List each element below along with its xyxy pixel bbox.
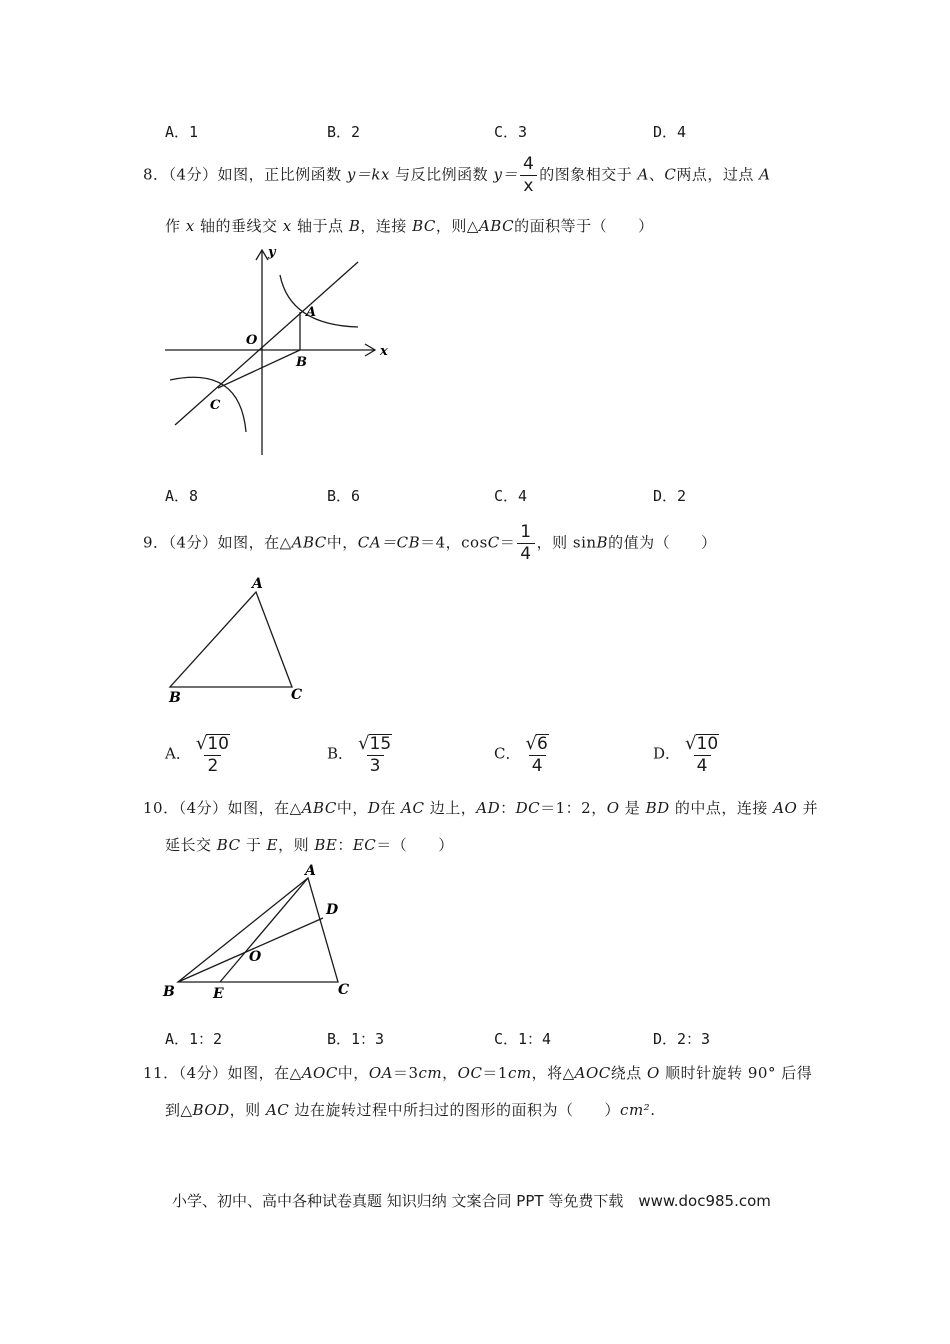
q10-fig-label-c: C — [338, 982, 350, 998]
q9-option-letter: B． — [327, 744, 354, 763]
q8-number: 8． — [143, 165, 169, 184]
q8-text: 轴于点 — [291, 217, 349, 235]
q11-text: ，则 — [229, 1101, 266, 1119]
q8-point: C — [664, 165, 677, 184]
q10-option-d: D．2：3 — [653, 1030, 711, 1048]
q10-point: E — [266, 836, 279, 854]
q8-point: A — [759, 165, 771, 184]
q8-fig-label-y: y — [268, 245, 276, 260]
q9-option-a — [165, 734, 235, 775]
q11-text: 中， — [337, 1064, 369, 1082]
q11-line-2 — [165, 1099, 655, 1120]
q9-option-b — [327, 734, 397, 775]
q7-option-d: D．4 — [653, 123, 687, 141]
q10-figure — [160, 858, 360, 1008]
q8-text: 两点，过点 — [676, 165, 760, 184]
q8-option-c: C．4 — [494, 487, 528, 505]
q10-option-c: C．1：4 — [494, 1030, 552, 1048]
q10-option-b: B．1：3 — [327, 1030, 385, 1048]
q8-option-b: B．6 — [327, 487, 361, 505]
q10-text: ： — [500, 799, 516, 817]
q8-text: ，则△ — [435, 217, 479, 235]
q9-option-den: 4 — [529, 755, 546, 775]
q9-option-den: 4 — [694, 755, 711, 775]
q8-fig-label-x: x — [380, 344, 388, 359]
q10-text: 中， — [336, 799, 368, 817]
q8-fraction — [520, 156, 537, 195]
q10-line-2 — [165, 834, 454, 855]
q11-point: O — [647, 1064, 660, 1082]
q9-text: ＝ — [499, 533, 516, 552]
q11-segment: OC — [457, 1064, 483, 1082]
q9-fraction-num: 1 — [520, 522, 532, 542]
q9-text: 如图，在△ — [217, 533, 292, 552]
q9-option-letter: C． — [494, 744, 521, 763]
q10-segment: BE — [314, 836, 338, 854]
page-footer: 小学、初中、高中各种试卷真题 知识归纳 文案合同 PPT 等免费下载 www.doc985.com — [172, 1192, 771, 1210]
q10-line-1 — [143, 797, 818, 818]
q9-option-radicand: 10 — [696, 734, 719, 754]
q10-segment: BC — [216, 836, 241, 854]
q10-text: ＝1：2， — [540, 799, 607, 817]
q10-text: 边上， — [424, 799, 477, 817]
q8-line-2 — [165, 215, 654, 236]
q7-option-a: A．1 — [165, 123, 199, 141]
q9-option-radicand: 6 — [536, 734, 548, 754]
q9-text: 中， — [326, 533, 358, 552]
q8-fig-label-c: C — [210, 398, 221, 413]
q8-line-1 — [143, 156, 771, 195]
q9-var: C — [487, 533, 500, 552]
q8-var: x — [282, 217, 292, 235]
q10-segment: AO — [773, 799, 798, 817]
q9-option-fraction: √ 10 2 — [195, 733, 229, 776]
q9-option-letter: A． — [165, 744, 191, 763]
q9-fraction — [517, 524, 534, 563]
q8-text: 、 — [648, 165, 665, 184]
q10-segment: EC — [352, 836, 377, 854]
q8-triangle: ABC — [478, 217, 515, 235]
q8-option-d: D．2 — [653, 487, 687, 505]
q8-formula-y: y＝ — [493, 165, 518, 184]
q9-fig-label-b: B — [169, 690, 181, 706]
q9-number: 9． — [143, 533, 169, 552]
q8-fraction-den: x — [520, 175, 537, 195]
q11-line-1 — [143, 1062, 812, 1083]
q8-fraction-num: 4 — [522, 154, 535, 174]
q8-fig-label-a: A — [306, 305, 317, 320]
q10-text: ，则 — [278, 836, 315, 854]
q9-option-fraction: √ 10 4 — [685, 733, 719, 776]
q9-fig-label-c: C — [291, 687, 303, 703]
q11-text: ＝3 — [392, 1064, 419, 1082]
q9-fraction-den: 4 — [517, 543, 534, 563]
q9-option-den: 3 — [367, 755, 384, 775]
q11-triangle: AOC — [301, 1064, 338, 1082]
q11-segment: AC — [265, 1101, 290, 1119]
q7-option-c: C．3 — [494, 123, 528, 141]
q11-text: 边在旋转过程中所扫过的图形的面积为（ ） — [289, 1101, 621, 1119]
q9-text: ，则 sin — [536, 533, 597, 552]
q9-option-c — [494, 734, 554, 775]
q8-score: （4分） — [168, 165, 218, 184]
q11-text: ＝1 — [482, 1064, 508, 1082]
q10-text: ＝（ ） — [376, 836, 454, 854]
q8-point: A — [637, 165, 649, 184]
q8-var: x — [185, 217, 195, 235]
q11-text: 顺时针旋转 90° 后得 — [659, 1064, 813, 1082]
q11-triangle: BOD — [192, 1101, 230, 1119]
q10-number: 10． — [143, 799, 179, 817]
q11-text: 如图，在△ — [227, 1064, 302, 1082]
q9-equation: CA＝CB — [357, 533, 421, 552]
q10-segment: DC — [515, 799, 541, 817]
q11-unit: cm — [418, 1064, 443, 1082]
q8-segment: BC — [412, 217, 436, 235]
q9-option-fraction: √ 15 3 — [358, 733, 392, 776]
q11-text: ， — [442, 1064, 458, 1082]
q9-figure — [160, 570, 320, 710]
q11-text: 绕点 — [610, 1064, 648, 1082]
q8-fig-label-b: B — [296, 355, 307, 370]
q10-text: 是 — [619, 799, 646, 817]
q10-text: 在 — [380, 799, 402, 817]
q11-score: （4分） — [178, 1064, 228, 1082]
q8-figure — [160, 240, 400, 460]
q10-point: O — [606, 799, 620, 817]
q11-text: ，将△ — [531, 1064, 575, 1082]
q10-triangle: ABC — [301, 799, 337, 817]
q10-fig-label-o: O — [249, 949, 262, 965]
q9-score: （4分） — [168, 533, 218, 552]
q8-text: 的面积等于（ ） — [514, 217, 654, 235]
q8-text: 作 — [165, 217, 186, 235]
q8-formula-kx: y＝kx — [346, 165, 390, 184]
q9-triangle: ABC — [291, 533, 327, 552]
q10-text: 并 — [797, 799, 819, 817]
q10-fig-label-b: B — [163, 984, 175, 1000]
q8-text: 与反比例函数 — [389, 165, 494, 184]
q11-number: 11． — [143, 1064, 179, 1082]
q10-text: 延长交 — [165, 836, 217, 854]
q11-triangle: AOC — [574, 1064, 611, 1082]
q11-segment: OA — [368, 1064, 393, 1082]
q9-var: B — [596, 533, 609, 552]
q9-option-radicand: 15 — [369, 734, 392, 754]
q8-text: ，连接 — [360, 217, 413, 235]
q9-option-den: 2 — [204, 755, 221, 775]
q10-text: 于 — [240, 836, 267, 854]
q9-fig-label-a: A — [252, 576, 263, 592]
q11-text: 到△ — [165, 1101, 193, 1119]
q8-point: B — [348, 217, 361, 235]
q8-fig-label-o: O — [246, 333, 258, 348]
q10-fig-label-e: E — [213, 986, 224, 1002]
q11-text: . — [650, 1101, 656, 1119]
q8-text: 如图，正比例函数 — [217, 165, 347, 184]
q8-text: 的图象相交于 — [539, 165, 638, 184]
q10-segment: AC — [401, 799, 425, 817]
q11-unit: cm² — [620, 1101, 651, 1119]
q10-text: 的中点，连接 — [669, 799, 774, 817]
q10-score: （4分） — [178, 799, 228, 817]
q9-text: 的值为（ ） — [608, 533, 717, 552]
q8-text: 轴的垂线交 — [194, 217, 283, 235]
q10-fig-label-d: D — [326, 902, 339, 918]
q7-option-b: B．2 — [327, 123, 361, 141]
q8-option-a: A．8 — [165, 487, 199, 505]
q9-option-letter: D． — [653, 744, 681, 763]
q9-option-d — [653, 734, 724, 775]
q10-option-a: A．1：2 — [165, 1030, 223, 1048]
q10-segment: AD — [476, 799, 501, 817]
q11-unit: cm — [507, 1064, 532, 1082]
q10-text: 如图，在△ — [227, 799, 302, 817]
q9-option-fraction: √ 6 4 — [525, 733, 548, 776]
q9-option-radicand: 10 — [207, 734, 229, 754]
q9-line-1 — [143, 524, 717, 563]
q10-segment: BD — [645, 799, 670, 817]
q10-text: ： — [337, 836, 353, 854]
q10-point: D — [367, 799, 381, 817]
q9-text: ＝4，cos — [420, 533, 488, 552]
q10-fig-label-a: A — [305, 863, 316, 879]
